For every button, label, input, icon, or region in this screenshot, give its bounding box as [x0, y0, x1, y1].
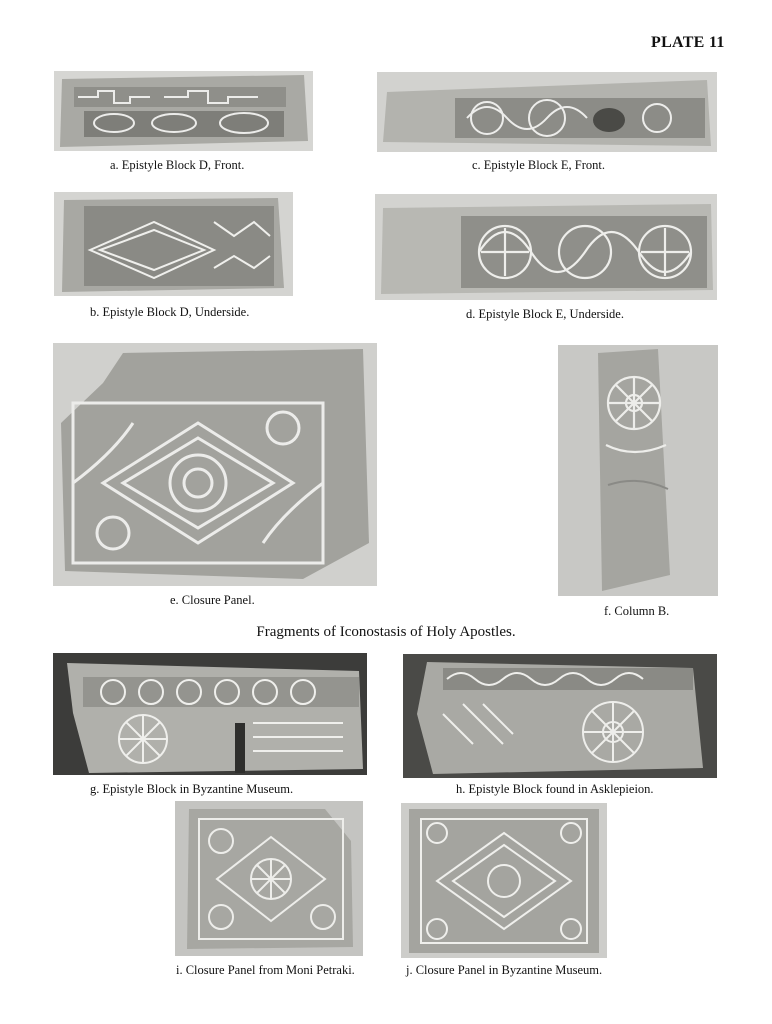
photo-column-b — [558, 345, 718, 596]
photo-epistyle-block-e-front — [377, 72, 717, 152]
caption-a: a. Epistyle Block D, Front. — [110, 158, 245, 172]
caption-f: f. Column B. — [604, 604, 670, 618]
plate-number: PLATE 11 — [651, 34, 725, 51]
photo-closure-panel-byzantine-museum — [401, 803, 607, 958]
caption-h: h. Epistyle Block found in Asklepieion. — [456, 782, 654, 796]
caption-i: i. Closure Panel from Moni Petraki. — [176, 963, 355, 977]
caption-e: e. Closure Panel. — [170, 593, 255, 607]
caption-d: d. Epistyle Block E, Underside. — [466, 307, 624, 321]
section-title: Fragments of Iconostasis of Holy Apostles. — [256, 624, 516, 640]
photo-epistyle-block-d-underside — [54, 192, 293, 296]
photo-epistyle-block-e-underside — [375, 194, 717, 300]
photo-epistyle-block-asklepieion — [403, 654, 717, 778]
photo-epistyle-block-byzantine-museum — [53, 653, 367, 775]
caption-j: j. Closure Panel in Byzantine Museum. — [406, 963, 603, 977]
photo-closure-panel-moni-petraki — [175, 801, 363, 956]
photo-epistyle-block-d-front — [54, 71, 313, 151]
photo-closure-panel — [53, 343, 377, 586]
caption-g: g. Epistyle Block in Byzantine Museum. — [90, 782, 294, 796]
caption-b: b. Epistyle Block D, Underside. — [90, 305, 250, 319]
caption-c: c. Epistyle Block E, Front. — [472, 158, 605, 172]
